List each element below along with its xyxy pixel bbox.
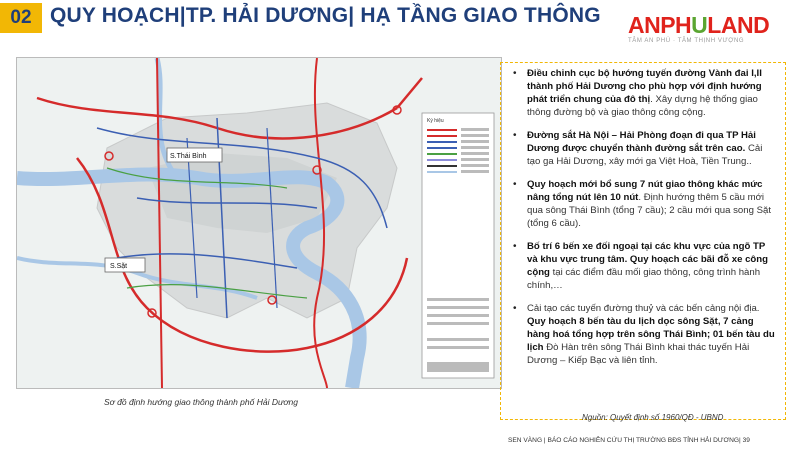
bullet-item: • Đường sắt Hà Nội – Hải Phòng đoạn đi qua TP Hải Dương được chuyển thành đường sắt trên cao. Cải tạo ga Hải Dương, xây mới ga Việt Hoà, Tiền Trung.. (509, 129, 777, 168)
traffic-plan-map (16, 57, 502, 389)
brand-tagline: TÂM AN PHÚ · TÂM THỊNH VƯỢNG (628, 38, 745, 44)
brand-logo (628, 12, 788, 48)
map-label-thai-binh: S.Thái Bình (170, 153, 207, 160)
bullet-item: • Cải tạo các tuyến đường thuỷ và các bến cảng nội địa. Quy hoạch 8 bến tàu du lịch dọc sông Sặt, 7 cảng hàng hoá tổng hợp trên sông Thái Bình; 01 bến tàu du lịch Đò Hàn trên sông Thái Bình khai thác tuyến Hải Dương – Kiếp Bạc và liên tỉnh. (509, 302, 777, 367)
bullet-item: • Bố trí 6 bến xe đối ngoại tại các khu vực của ngõ TP và khu vực trung tâm. Quy hoạch các bãi đỗ xe công cộng tại các điểm đầu mối giao thông, công trình hành chính,… (509, 240, 777, 292)
brand-logo-text: ANPHULAND (628, 12, 770, 38)
page-title: QUY HOẠCH|TP. HẢI DƯƠNG| HẠ TẦNG GIAO THÔNG (50, 4, 601, 27)
section-number-badge: 02 (0, 3, 42, 33)
legend-title: Ký hiệu (427, 118, 444, 124)
page-footer: SEN VÀNG | BÁO CÁO NGHIÊN CỨU THỊ TRƯỜNG BĐS TỈNH HẢI DƯƠNG| 39 (508, 437, 750, 444)
planning-bullets (509, 67, 777, 367)
bullet-item: • Điều chỉnh cục bộ hướng tuyến đường Vành đai I,II thành phố Hải Dương cho phù hợp với định hướng phát triển chung của đô thị. Xây dựng hệ thống giao thông đường bộ và giao thông công cộng. (509, 67, 777, 119)
map-caption: Sơ đồ định hướng giao thông thành phố Hải Dương (104, 397, 298, 407)
source-note: Nguồn: Quyết định số 1960/QĐ - UBND (582, 413, 724, 422)
map-image (17, 58, 501, 388)
bullet-item: • Quy hoạch mới bổ sung 7 nút giao thông khác mức nâng tổng nút lên 10 nút. Định hướng thêm 5 cầu mới qua sông Thái Bình (tổng 7 cầu); 2 cầu mới qua song Sặt (tổng 6 cầu). (509, 178, 777, 230)
map-label-sat: S.Sặt (110, 263, 128, 270)
planning-summary-box (500, 62, 786, 420)
